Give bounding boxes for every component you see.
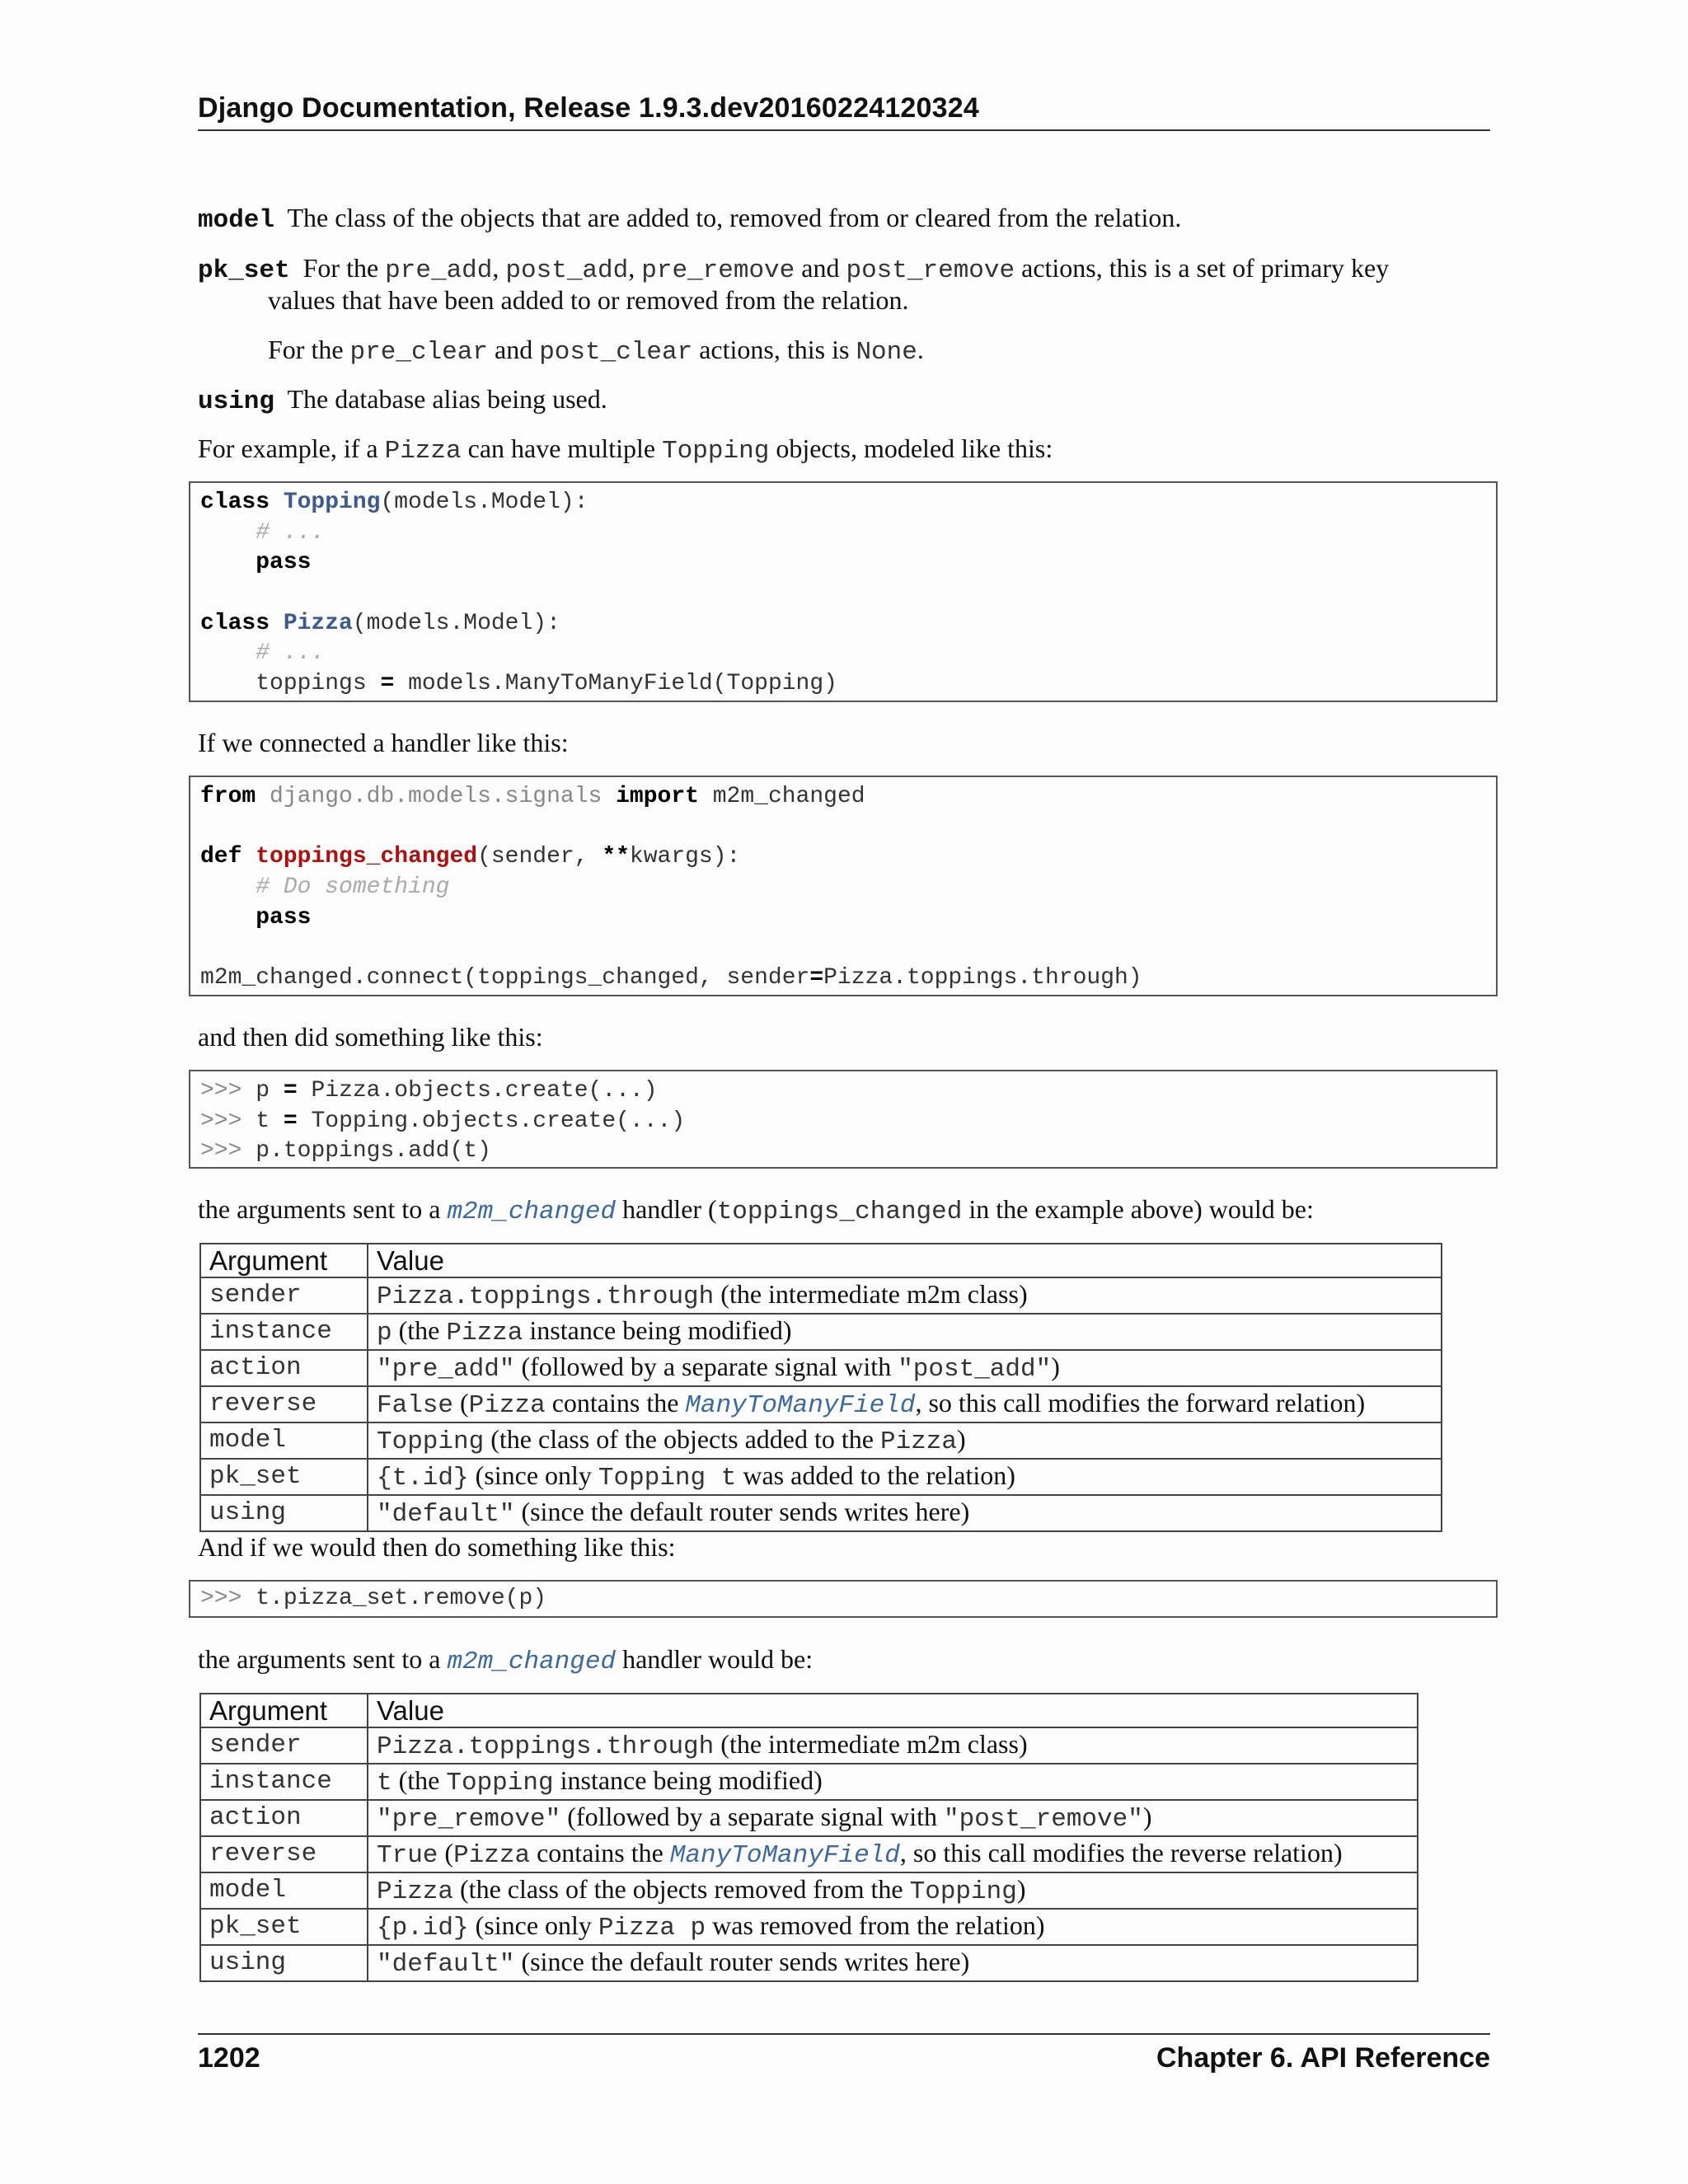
table-row (200, 1872, 1418, 1909)
text-fragment: (the (392, 1765, 447, 1795)
text-fragment: ( (453, 1388, 469, 1418)
text-fragment: ) (956, 1424, 966, 1454)
text-fragment: the arguments sent to a (198, 1644, 448, 1674)
code-class-name: Pizza (283, 610, 353, 636)
text-fragment: (the (392, 1315, 447, 1345)
inline-code: Pizza p (598, 1914, 706, 1943)
argument-value (368, 1422, 1442, 1459)
text-fragment: , (628, 253, 642, 283)
table-row (200, 1314, 1442, 1350)
manytomanyfield-link[interactable]: ManyToManyField (669, 1841, 900, 1870)
code-line (200, 1076, 1486, 1107)
table-header-value: Value (368, 1244, 1442, 1277)
inline-code: None (856, 338, 917, 367)
def-term-model: model (198, 206, 275, 235)
text-fragment: (the class of the objects added to the (484, 1424, 880, 1454)
code-text: p (256, 1078, 284, 1104)
inline-code: post_clear (539, 338, 693, 367)
inline-code: "default" (377, 1500, 515, 1529)
inline-code: False (377, 1391, 454, 1420)
text-fragment: was removed from the relation) (706, 1910, 1045, 1940)
code-line (200, 782, 1486, 813)
text-fragment: (the intermediate m2m class) (714, 1729, 1028, 1759)
code-comment: # Do something (256, 874, 450, 901)
argument-name: pk_set (200, 1909, 368, 1945)
argument-name: pk_set (200, 1459, 368, 1495)
code-operator: = (380, 671, 395, 697)
argument-name: reverse (200, 1386, 368, 1422)
argument-value (368, 1459, 1442, 1495)
inline-code: True (377, 1841, 438, 1870)
inline-code: Pizza (879, 1427, 957, 1456)
inline-code: Topping (377, 1427, 485, 1456)
text-fragment: instance being modified) (523, 1315, 792, 1345)
inline-code: t (377, 1769, 392, 1797)
text-fragment: handler would be: (616, 1644, 814, 1674)
table-row (200, 1836, 1418, 1872)
inline-code: Topping (909, 1877, 1017, 1906)
code-operator: ** (602, 844, 630, 870)
code-line-blank (200, 579, 1486, 609)
text-fragment: actions, this is a set of primary key (1015, 253, 1390, 283)
inline-code: p (377, 1319, 392, 1347)
m2m-changed-link[interactable]: m2m_changed (447, 1647, 617, 1676)
inline-code: "pre_remove" (377, 1805, 561, 1834)
text-fragment: (since the default router sends writes here) (514, 1497, 970, 1526)
text-fragment: , so this call modifies the forward relation) (915, 1388, 1366, 1418)
code-line (200, 1107, 1486, 1137)
inline-code: Pizza (384, 437, 462, 466)
code-text: (models.Model): (380, 490, 588, 515)
table-row (200, 1945, 1418, 1981)
code-text: (models.Model): (352, 610, 560, 636)
def-text-model: The class of the objects that are added to, removed from or cleared from the relation. (287, 203, 1182, 232)
table-row (200, 1459, 1442, 1495)
table-row (200, 1495, 1442, 1531)
code-keyword: pass (256, 904, 312, 930)
table-row (200, 1727, 1418, 1764)
text-fragment: objects, modeled like this: (769, 434, 1053, 463)
def-model (198, 201, 1181, 237)
table-row (200, 1764, 1418, 1800)
code-function-name: toppings_changed (256, 844, 478, 870)
code-keyword: pass (256, 550, 312, 576)
code-keyword: import (616, 784, 699, 809)
console-prompt: >>> (200, 1138, 242, 1165)
argument-value (368, 1872, 1418, 1909)
inline-code: Pizza (453, 1841, 531, 1870)
intro-paragraph (198, 432, 1053, 468)
inline-code: Pizza (468, 1391, 546, 1420)
def-pk-set-clear-note (268, 333, 924, 369)
code-text: kwargs): (629, 844, 741, 870)
argument-name: model (200, 1422, 368, 1459)
code-block-models (189, 481, 1498, 702)
def-term-using: using (198, 387, 275, 416)
argument-value (368, 1909, 1418, 1945)
then-intro: and then did something like this: (198, 1022, 543, 1052)
chapter-title: Chapter 6. API Reference (1156, 2042, 1490, 2074)
text-fragment: (followed by a separate signal with (514, 1352, 898, 1381)
inline-code: Topping t (598, 1464, 737, 1493)
code-block-console (189, 1070, 1498, 1169)
code-keyword: class (200, 610, 270, 636)
table1-intro (198, 1193, 1314, 1229)
inline-code: "post_remove" (944, 1805, 1143, 1834)
argument-name: using (200, 1945, 368, 1981)
argument-value (368, 1277, 1442, 1314)
inline-code: Pizza.toppings.through (377, 1282, 715, 1311)
code-text: (sender, (477, 844, 603, 870)
table-row (200, 1277, 1442, 1314)
def-pk-set (198, 251, 1389, 288)
inline-code: {t.id} (377, 1464, 469, 1493)
console-prompt: >>> (200, 1586, 242, 1611)
console-prompt: >>> (200, 1078, 242, 1104)
code-line (200, 488, 1486, 518)
table-header-row (200, 1244, 1442, 1277)
code-comment: # ... (256, 519, 326, 546)
code-keyword: class (200, 490, 270, 515)
code-text: m2m_changed (712, 784, 865, 809)
argument-value (368, 1764, 1418, 1800)
inline-code: "pre_add" (377, 1355, 515, 1384)
text-fragment: ) (1051, 1352, 1060, 1381)
table-row (200, 1350, 1442, 1386)
code-block-handler (189, 776, 1498, 996)
table2-intro (198, 1643, 813, 1679)
text-fragment: (since the default router sends writes here) (514, 1947, 970, 1976)
inline-code: "post_add" (898, 1355, 1052, 1384)
text-fragment: contains the (530, 1838, 670, 1868)
code-line-blank (200, 813, 1486, 843)
text-fragment: handler ( (616, 1194, 717, 1224)
text-fragment: (followed by a separate signal with (560, 1802, 944, 1831)
argument-name: reverse (200, 1836, 368, 1872)
inline-code: pre_clear (349, 338, 488, 367)
table-header-argument: Argument (200, 1694, 368, 1727)
code-text: Topping.objects.create(...) (297, 1108, 686, 1134)
argument-name: model (200, 1872, 368, 1909)
text-fragment: , so this call modifies the reverse relation) (899, 1838, 1343, 1868)
code-line (200, 1137, 1486, 1167)
text-fragment: , (492, 253, 506, 283)
inline-code: Pizza.toppings.through (377, 1732, 715, 1761)
text-fragment: the arguments sent to a (198, 1194, 448, 1224)
footer-divider (198, 2033, 1490, 2035)
table-header-row (200, 1694, 1418, 1727)
m2m-changed-link[interactable]: m2m_changed (447, 1197, 617, 1226)
argument-value (368, 1314, 1442, 1350)
argument-value (368, 1945, 1418, 1981)
def-pk-set-line2: values that have been added to or removed from the relation. (268, 285, 909, 315)
text-fragment: in the example above) would be: (962, 1194, 1314, 1224)
text-fragment: actions, this is (692, 335, 856, 364)
def-term-pk-set: pk_set (198, 256, 290, 285)
arguments-table-add (199, 1243, 1442, 1532)
inline-code: {p.id} (377, 1914, 469, 1943)
inline-code: post_add (505, 256, 629, 285)
code-text: toppings (256, 671, 381, 697)
code-line (200, 842, 1486, 873)
def-text-using: The database alias being used. (287, 384, 607, 414)
code-keyword: def (200, 844, 242, 870)
table-header-argument: Argument (200, 1244, 368, 1277)
inline-code: "default" (377, 1950, 515, 1979)
code-module-name: django.db.models.signals (270, 784, 603, 809)
code-text: models.ManyToManyField(Topping) (394, 671, 837, 697)
text-fragment: (since only (468, 1460, 598, 1490)
inline-code: toppings_changed (716, 1197, 963, 1226)
header-divider (198, 129, 1490, 131)
code-line (200, 518, 1486, 549)
code-line (200, 963, 1486, 994)
code-line (200, 609, 1486, 640)
table-row (200, 1800, 1418, 1836)
table-row (200, 1386, 1442, 1422)
inline-code: pre_add (385, 256, 493, 285)
text-fragment: instance being modified) (553, 1765, 823, 1795)
code-class-name: Topping (283, 490, 381, 515)
argument-name: action (200, 1800, 368, 1836)
def-using (198, 382, 607, 419)
page-header-title: Django Documentation, Release 1.9.3.dev20160224120324 (198, 92, 979, 124)
inline-code: Topping (446, 1769, 554, 1797)
code-operator: = (283, 1108, 298, 1134)
code-text: Pizza.toppings.through) (823, 965, 1142, 991)
argument-value (368, 1350, 1442, 1386)
text-fragment: (the class of the objects removed from the (453, 1874, 910, 1904)
text-fragment: and (487, 335, 540, 364)
table-row (200, 1909, 1418, 1945)
argument-name: sender (200, 1727, 368, 1764)
argument-value (368, 1727, 1418, 1764)
code-block-remove (189, 1580, 1498, 1618)
code-line-blank (200, 933, 1486, 963)
code-line (200, 873, 1486, 903)
text-fragment: For the (268, 335, 350, 364)
table-header-value: Value (368, 1694, 1418, 1727)
code-line (200, 639, 1486, 669)
arguments-table-remove (199, 1693, 1418, 1982)
text-fragment: . (917, 335, 924, 364)
text-fragment: ( (438, 1838, 454, 1868)
text-fragment: can have multiple (461, 434, 663, 463)
remove-intro: And if we would then do something like this: (198, 1532, 676, 1562)
code-text: t (256, 1108, 284, 1134)
code-text: t.pizza_set.remove(p) (256, 1586, 547, 1611)
text-fragment: and (795, 253, 846, 283)
text-fragment: ) (1016, 1874, 1026, 1904)
text-fragment: (since only (468, 1910, 598, 1940)
argument-name: action (200, 1350, 368, 1386)
code-text: p.toppings.add(t) (256, 1138, 491, 1165)
argument-value (368, 1495, 1442, 1531)
code-keyword: from (200, 784, 256, 809)
code-text: m2m_changed.connect(toppings_changed, sender (200, 965, 810, 991)
code-line (200, 903, 1486, 934)
text-fragment: ) (1142, 1802, 1152, 1831)
text-fragment: For the (302, 253, 386, 283)
argument-name: instance (200, 1314, 368, 1350)
text-fragment: contains the (545, 1388, 686, 1418)
argument-name: sender (200, 1277, 368, 1314)
inline-code: post_remove (846, 256, 1015, 285)
code-operator: = (283, 1078, 298, 1104)
text-fragment: (the intermediate m2m class) (714, 1279, 1028, 1309)
page-number: 1202 (198, 2042, 260, 2074)
inline-code: Topping (662, 437, 770, 466)
argument-value (368, 1836, 1418, 1872)
console-prompt: >>> (200, 1108, 242, 1134)
manytomanyfield-link[interactable]: ManyToManyField (685, 1391, 916, 1420)
code-text: Pizza.objects.create(...) (297, 1078, 658, 1104)
code-line (200, 1584, 1486, 1615)
text-fragment: For example, if a (198, 434, 385, 463)
argument-name: instance (200, 1764, 368, 1800)
code-operator: = (809, 965, 824, 991)
text-fragment: was added to the relation) (736, 1460, 1015, 1490)
argument-name: using (200, 1495, 368, 1531)
code-comment: # ... (256, 640, 326, 667)
code-line (200, 548, 1486, 579)
argument-value (368, 1386, 1442, 1422)
argument-value (368, 1800, 1418, 1836)
inline-code: Pizza (446, 1319, 523, 1347)
table-row (200, 1422, 1442, 1459)
code-line (200, 669, 1486, 700)
inline-code: pre_remove (641, 256, 795, 285)
inline-code: Pizza (377, 1877, 454, 1906)
handler-intro: If we connected a handler like this: (198, 728, 569, 757)
